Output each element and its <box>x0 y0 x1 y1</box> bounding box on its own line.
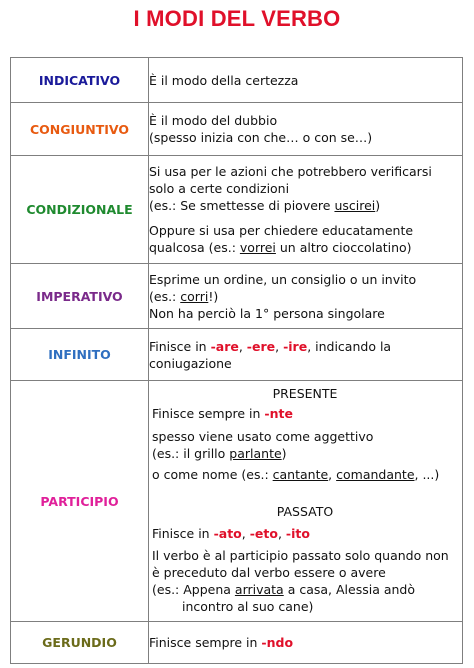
ending: -ito <box>285 526 310 541</box>
text: !) <box>208 288 219 304</box>
label-congiuntivo: CONGIUNTIVO <box>11 103 149 156</box>
desc-line <box>149 634 462 651</box>
desc-line: spesso viene usato come aggettivo <box>152 429 374 444</box>
desc-line <box>152 466 458 483</box>
text: , <box>241 526 250 541</box>
text: (es.: Se smettesse di piovere <box>149 198 335 213</box>
participio-presente <box>149 381 462 499</box>
desc-congiuntivo <box>149 103 463 156</box>
text: Finisce in <box>152 526 214 541</box>
row-participio <box>11 381 463 622</box>
text: o come nome (es.: <box>152 467 273 482</box>
verb-moods-table <box>10 57 463 664</box>
text: un altro cioccolatino) <box>275 240 412 255</box>
label-gerundio: GERUNDIO <box>11 622 149 664</box>
label-imperativo: IMPERATIVO <box>11 264 149 329</box>
text: Finisce sempre in <box>149 635 262 650</box>
desc-indicativo <box>149 58 463 103</box>
example-word: cantante <box>272 467 329 482</box>
row-imperativo <box>11 264 463 329</box>
desc-line: Esprime un ordine, un consiglio o un invito <box>149 271 417 287</box>
label-condizionale: CONDIZIONALE <box>11 156 149 264</box>
desc-infinito <box>149 329 463 381</box>
desc-line <box>149 239 462 256</box>
desc-participio <box>149 381 463 622</box>
participio-subtable <box>149 381 462 621</box>
example-word: parlante <box>229 446 282 461</box>
text: ) <box>281 446 287 461</box>
ending: -ndo <box>261 635 294 650</box>
desc-line <box>149 197 462 214</box>
desc-line <box>152 525 458 542</box>
desc-condizionale <box>149 156 463 264</box>
ending: -nte <box>264 406 293 421</box>
text: a casa, Alessia andò <box>283 582 415 597</box>
desc-line <box>149 288 462 305</box>
desc-line <box>152 405 458 422</box>
row-gerundio <box>11 622 463 664</box>
example-verb: uscirei <box>334 198 376 213</box>
page-title: I MODI DEL VERBO <box>133 6 341 31</box>
desc-line <box>152 445 458 462</box>
ending: -are <box>210 338 239 354</box>
desc-imperativo <box>149 264 463 329</box>
desc-line: è preceduto dal verbo essere o avere <box>152 565 386 580</box>
ending: -eto <box>249 526 278 541</box>
row-infinito <box>11 329 463 381</box>
desc-line: (spesso inizia con che… o con se…) <box>149 130 373 145</box>
desc-line <box>152 581 458 598</box>
example-verb: vorrei <box>239 240 276 255</box>
text: , <box>277 526 286 541</box>
text: Finisce sempre in <box>152 406 265 421</box>
row-indicativo <box>11 58 463 103</box>
text: (es.: <box>149 288 181 304</box>
text: , ...) <box>414 467 440 482</box>
example-word: arrivata <box>234 582 284 597</box>
desc-line: coniugazione <box>149 355 232 371</box>
text: , <box>238 338 247 354</box>
label-infinito: INFINITO <box>11 329 149 381</box>
desc-line: incontro al suo cane) <box>182 599 314 614</box>
row-congiuntivo <box>11 103 463 156</box>
desc-line: Si usa per le azioni che potrebbero verificarsi <box>149 164 432 179</box>
desc-line: solo a certe condizioni <box>149 181 290 196</box>
desc-line: Oppure si usa per chiedere educatamente <box>149 223 414 238</box>
desc-line <box>149 338 462 355</box>
ending: -ire <box>283 338 308 354</box>
subheading-passato: PASSATO <box>276 504 334 519</box>
subheading-presente: PRESENTE <box>272 386 338 401</box>
desc-line: È il modo del dubbio <box>149 113 278 128</box>
text: , <box>275 338 284 354</box>
text: , indicando la <box>307 338 392 354</box>
text: (es.: il grillo <box>152 446 230 461</box>
row-condizionale <box>11 156 463 264</box>
label-participio: PARTICIPIO <box>11 381 149 622</box>
text: Finisce in <box>149 338 211 354</box>
text: ) <box>375 198 381 213</box>
desc-line: Non ha perciò la 1° persona singolare <box>149 305 385 321</box>
example-verb: corri <box>180 288 209 304</box>
text: , <box>328 467 337 482</box>
ending: -ato <box>213 526 242 541</box>
text: (es.: Appena <box>152 582 235 597</box>
ending: -ere <box>246 338 276 354</box>
participio-passato <box>149 499 462 621</box>
desc-gerundio <box>149 622 463 664</box>
example-word: comandante <box>336 467 415 482</box>
desc-line: Il verbo è al participio passato solo quando non <box>152 548 449 563</box>
text: qualcosa (es.: <box>149 240 240 255</box>
desc-line: È il modo della certezza <box>149 72 299 88</box>
label-indicativo: INDICATIVO <box>11 58 149 103</box>
